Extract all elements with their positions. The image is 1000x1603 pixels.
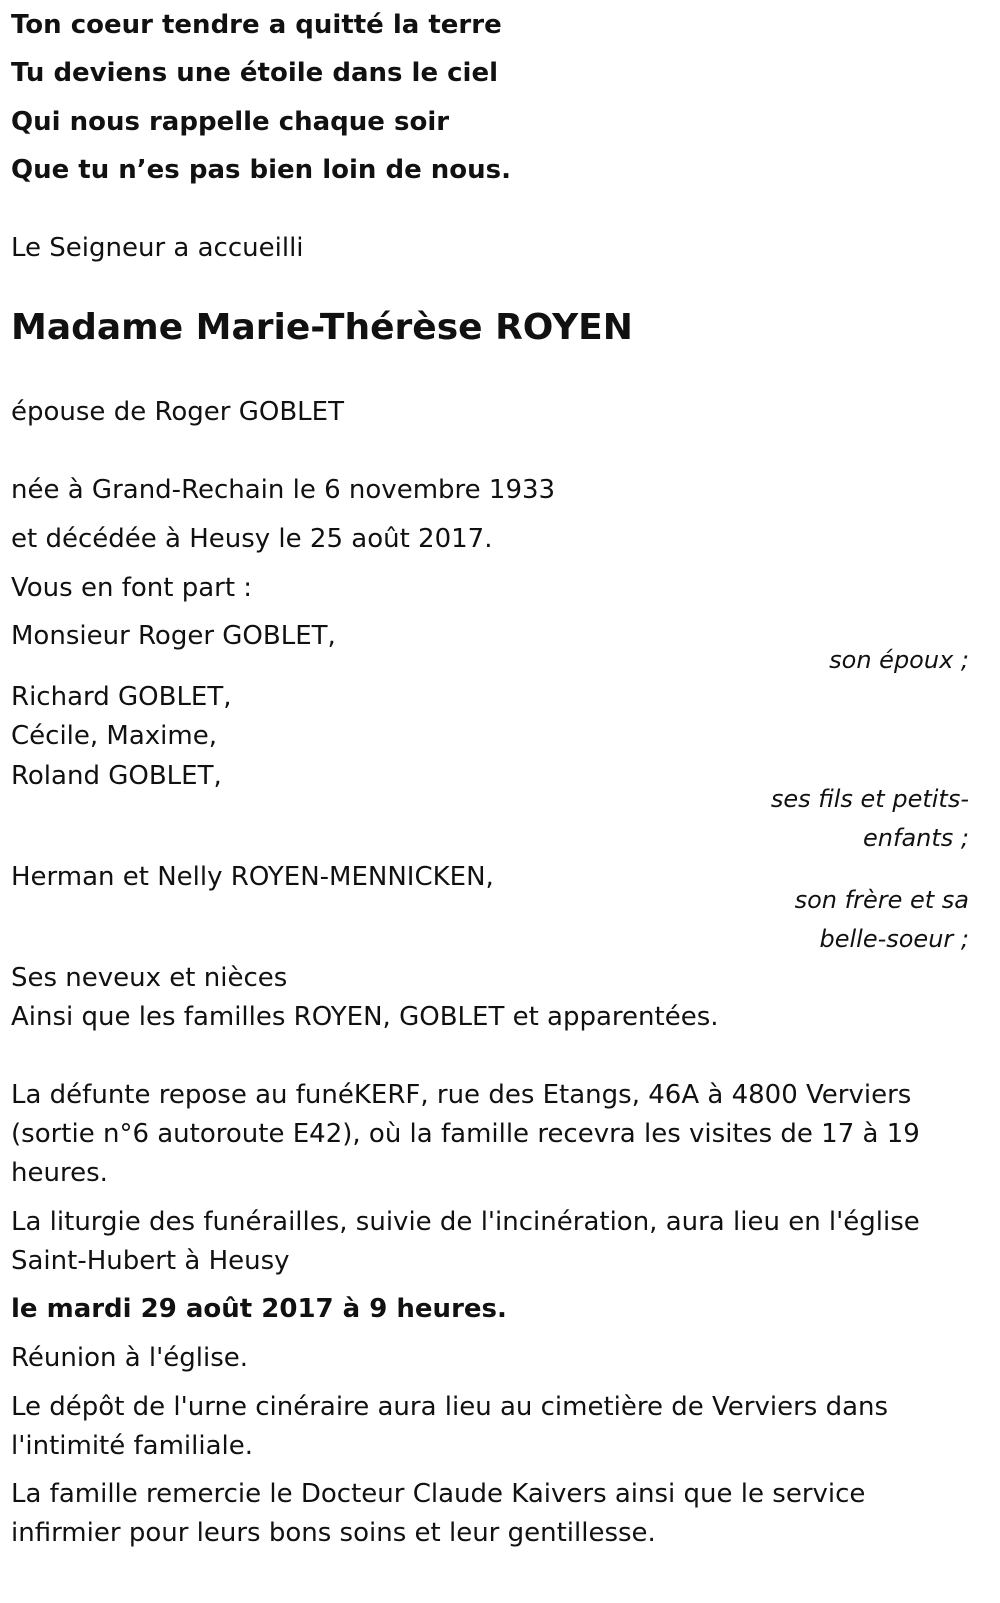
family-children-role-2: enfants ;	[863, 824, 969, 852]
thanks-line-1: La famille remercie le Docteur Claude Kaivers ainsi que le service	[11, 1479, 866, 1509]
family-children-role-1: ses fils et petits-	[770, 785, 969, 813]
family-others-1: Ses neveux et nièces	[11, 963, 288, 993]
repose-line-1: La défunte repose au funéKERF, rue des Etangs, 46A à 4800 Verviers	[11, 1080, 912, 1110]
poem-line-2: Tu deviens une étoile dans le ciel	[11, 58, 499, 88]
family-child-1: Richard GOBLET,	[11, 682, 232, 712]
announce-line: Vous en font part :	[11, 573, 253, 603]
meeting-line: Réunion à l'église.	[11, 1343, 249, 1373]
spouse-line: épouse de Roger GOBLET	[11, 397, 344, 427]
repose-line-2: (sortie n°6 autoroute E42), où la famille recevra les visites de 17 à 19	[11, 1119, 920, 1149]
family-spouse: Monsieur Roger GOBLET,	[11, 621, 336, 651]
deceased-name: Madame Marie-Thérèse ROYEN	[11, 307, 633, 348]
family-child-2: Cécile, Maxime,	[11, 721, 217, 751]
repose-line-3: heures.	[11, 1158, 108, 1188]
poem-line-4: Que tu n’es pas bien loin de nous.	[11, 155, 512, 185]
family-spouse-role: son époux ;	[829, 646, 969, 674]
birth-line: née à Grand-Rechain le 6 novembre 1933	[11, 475, 556, 505]
family-sibling-role-2: belle-soeur ;	[819, 925, 969, 953]
family-sibling: Herman et Nelly ROYEN-MENNICKEN,	[11, 862, 494, 892]
thanks-line-2: infirmier pour leurs bons soins et leur gentillesse.	[11, 1518, 656, 1548]
death-line: et décédée à Heusy le 25 août 2017.	[11, 524, 493, 554]
intro-line: Le Seigneur a accueilli	[11, 233, 304, 263]
poem-line-1: Ton coeur tendre a quitté la terre	[11, 10, 502, 40]
family-sibling-role-1: son frère et sa	[794, 886, 969, 914]
poem-line-3: Qui nous rappelle chaque soir	[11, 107, 450, 137]
family-others-2: Ainsi que les familles ROYEN, GOBLET et apparentées.	[11, 1002, 719, 1032]
ceremony-date: le mardi 29 août 2017 à 9 heures.	[11, 1294, 507, 1324]
liturgy-line-2: Saint-Hubert à Heusy	[11, 1246, 290, 1276]
family-child-3: Roland GOBLET,	[11, 761, 222, 791]
urn-line-1: Le dépôt de l'urne cinéraire aura lieu au cimetière de Verviers dans	[11, 1392, 889, 1422]
urn-line-2: l'intimité familiale.	[11, 1431, 253, 1461]
liturgy-line-1: La liturgie des funérailles, suivie de l'incinération, aura lieu en l'église	[11, 1207, 920, 1237]
